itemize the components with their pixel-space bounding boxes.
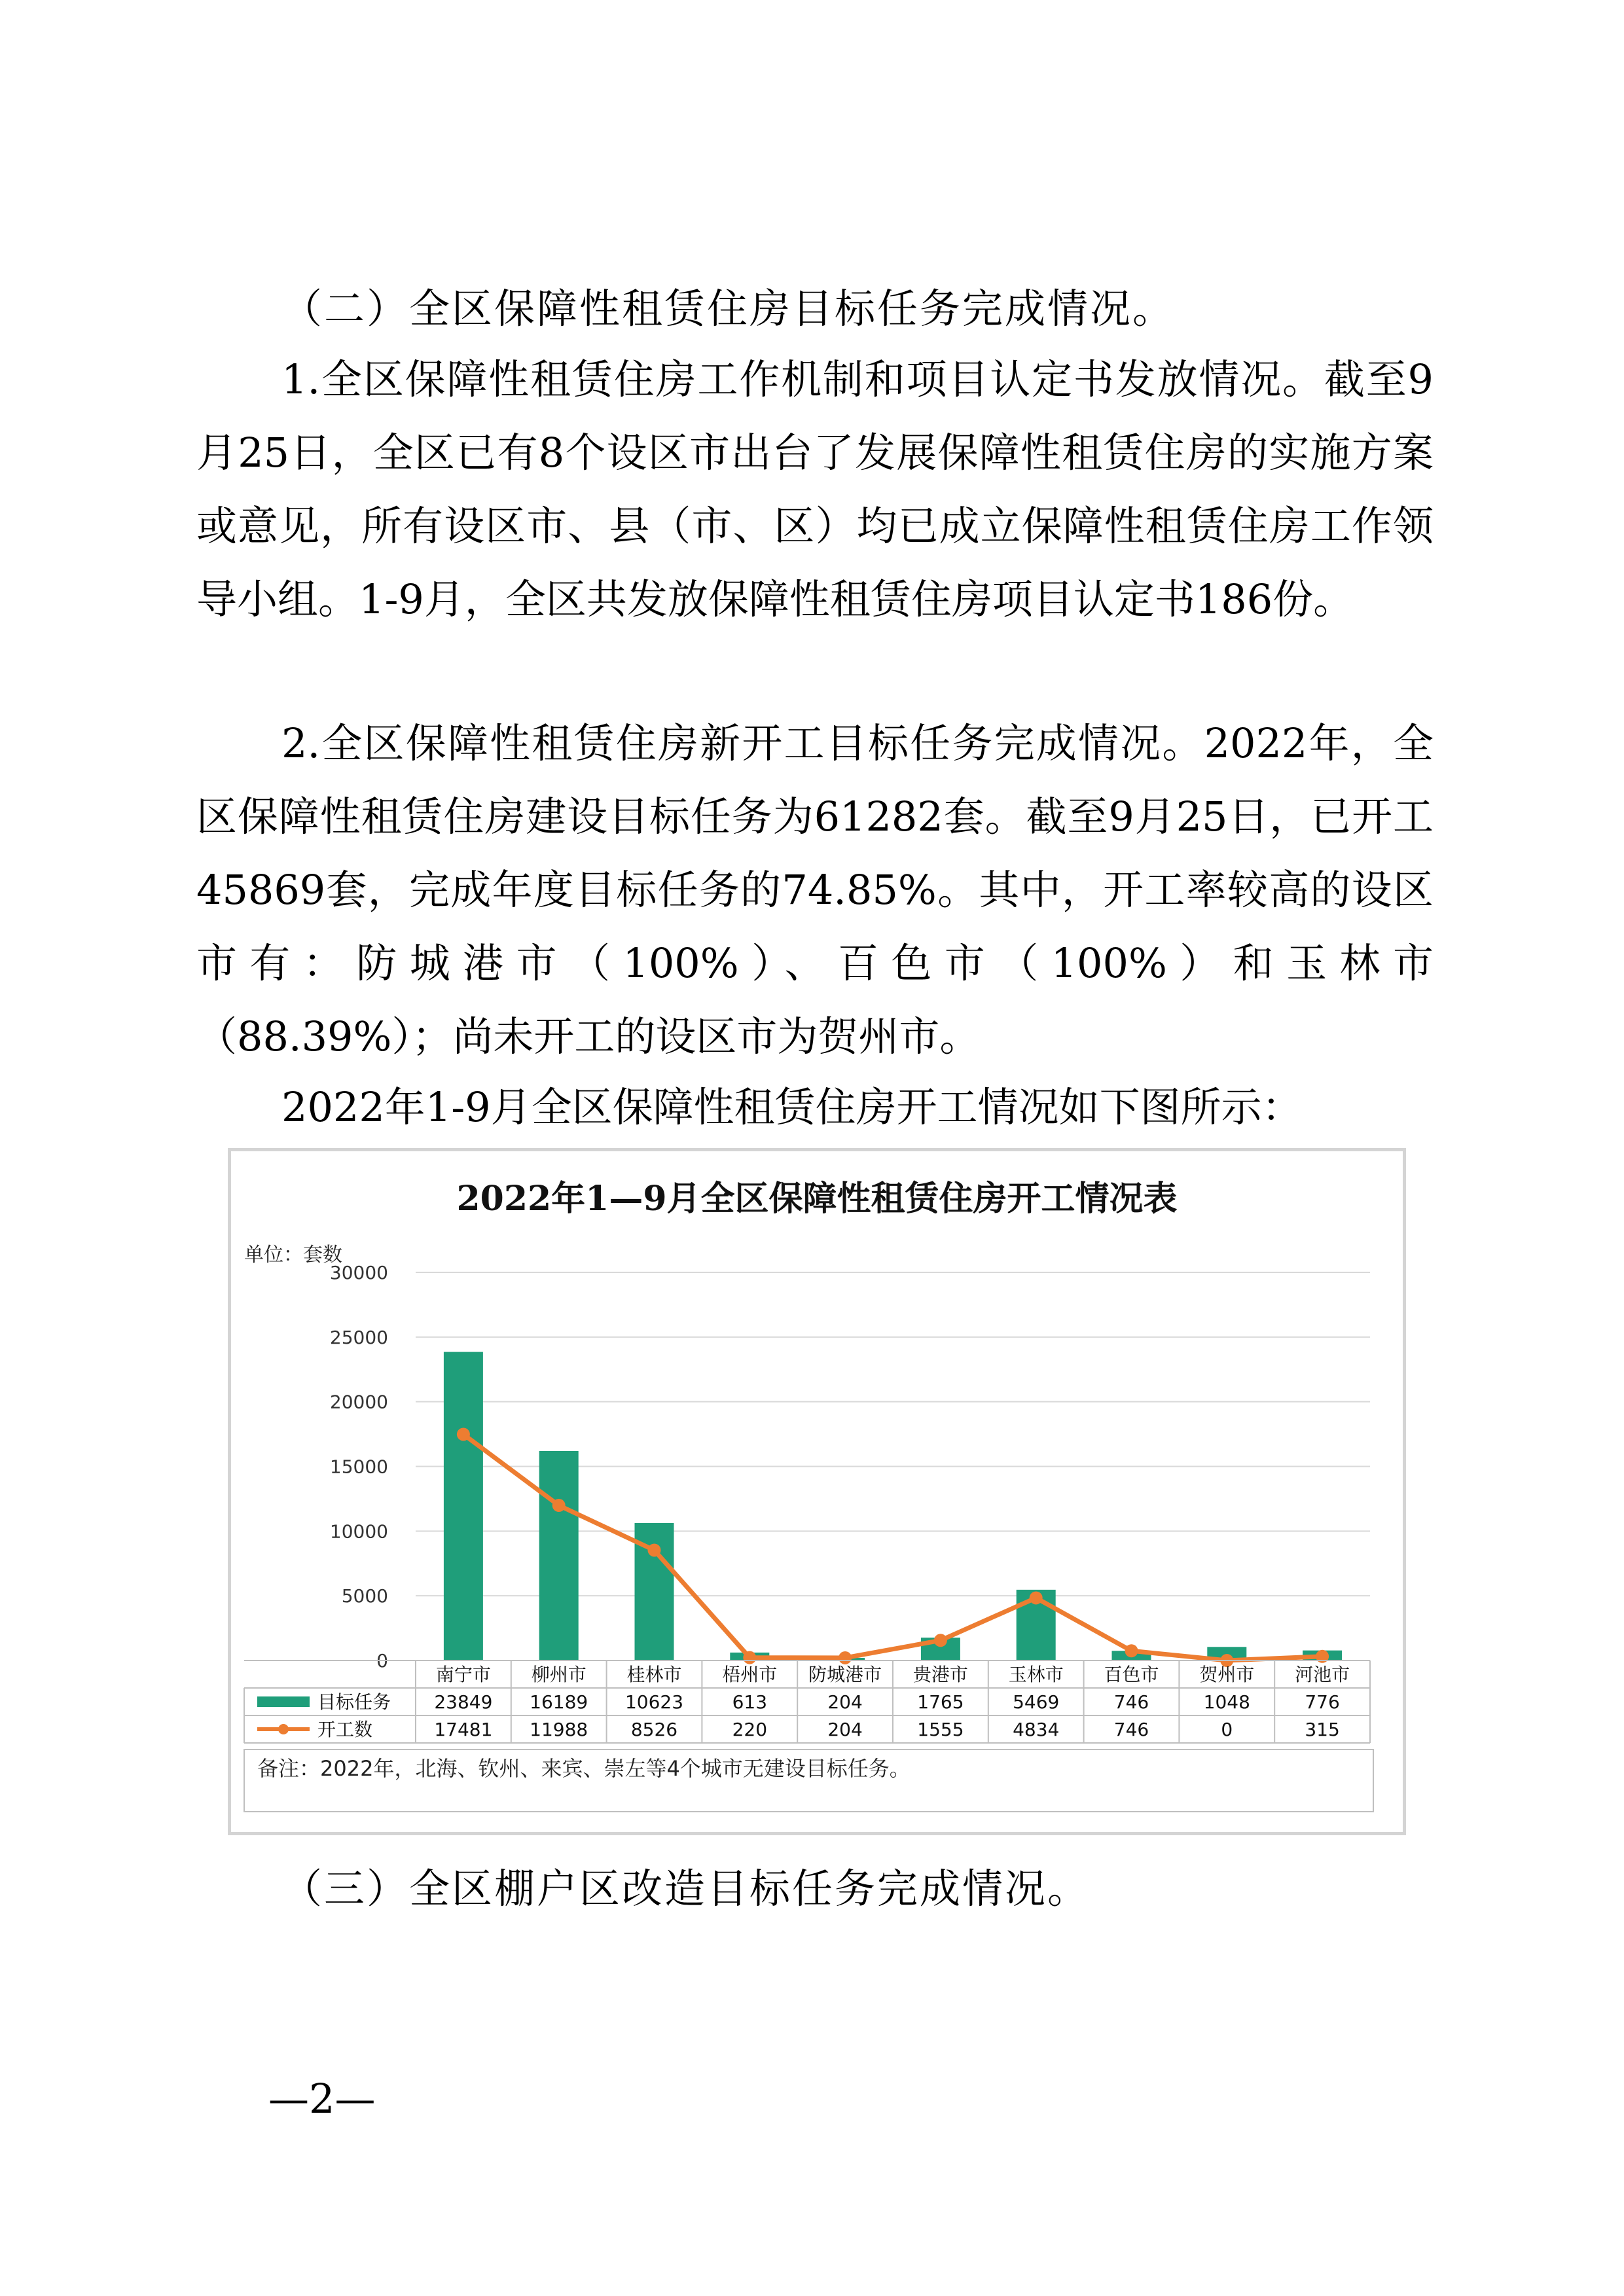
table-value-started: 315 [1305, 1719, 1340, 1740]
legend-key-target [257, 1696, 310, 1707]
table-value-target: 10623 [624, 1691, 684, 1713]
chart [231, 1151, 1403, 1832]
table-value-target: 5469 [1013, 1691, 1060, 1713]
y-tick-label: 5000 [341, 1585, 388, 1607]
x-category-label: 贵港市 [912, 1664, 968, 1685]
table-value-started: 220 [732, 1719, 768, 1740]
x-category-label: 百色市 [1104, 1664, 1159, 1685]
y-tick-label: 10000 [329, 1520, 388, 1543]
line-point [743, 1651, 756, 1664]
line-point [457, 1427, 470, 1441]
table-value-target: 776 [1305, 1691, 1340, 1713]
table-value-started: 8526 [630, 1719, 678, 1740]
table-value-started: 11988 [530, 1719, 588, 1740]
line-point [934, 1634, 947, 1647]
y-tick-label: 15000 [329, 1456, 388, 1478]
table-value-target: 16189 [530, 1691, 588, 1713]
y-tick-label: 30000 [329, 1262, 388, 1283]
table-value-target: 1765 [917, 1691, 964, 1713]
line-point [839, 1651, 852, 1664]
table-value-started: 1555 [917, 1719, 964, 1740]
x-category-label: 梧州市 [722, 1664, 778, 1685]
table-value-started: 4834 [1013, 1719, 1060, 1740]
chart-note: 备注：2022年，北海、钦州、来宾、崇左等4个城市无建设目标任务。 [257, 1756, 911, 1781]
series-line [463, 1434, 1322, 1660]
x-category-label: 桂林市 [626, 1664, 682, 1685]
y-tick-label: 0 [376, 1650, 388, 1672]
section2-heading: （二）全区保障性租赁住房目标任务完成情况。 [281, 285, 1176, 332]
x-category-label: 南宁市 [435, 1664, 491, 1685]
table-value-started: 746 [1113, 1719, 1149, 1740]
table-value-target: 23849 [434, 1691, 493, 1713]
x-category-label: 河池市 [1295, 1664, 1350, 1685]
paragraph-1: 1.全区保障性租赁住房工作机制和项目认定书发放情况。截至9月25日，全区已有8个设区市出台了发展保障性租赁住房的实施方案或意见，所有设区市、县（市、区）均已成立保障性租赁住房工作领导小组。1-9月，全区共发放保障性租赁住房项目认定书186份。 [196, 355, 1434, 623]
table-value-target: 1048 [1203, 1691, 1250, 1713]
chart-frame [228, 1148, 1406, 1835]
page-number: —2— [268, 2075, 376, 2123]
chart-unit-label: 单位：套数 [244, 1244, 342, 1266]
line-point [1030, 1591, 1043, 1604]
y-tick-label: 25000 [329, 1326, 388, 1348]
bar [539, 1451, 579, 1660]
paragraph-2: 2.全区保障性租赁住房新开工目标任务完成情况。2022年，全区保障性租赁住房建设目标任务为61282套。截至9月25日，已开工45869套，完成年度目标任务的74.85%。其中，开工率较高的设区市有：防城港市（100%）、百色市（100%）和玉林市（88.39%）；尚未开工的设区市为贺州市。 [196, 719, 1434, 1060]
x-category-label: 玉林市 [1008, 1664, 1064, 1685]
x-category-label: 贺州市 [1199, 1664, 1255, 1685]
line-point [552, 1499, 566, 1512]
paragraph-3: 2022年1-9月全区保障性租赁住房开工情况如下图所示： [281, 1083, 1303, 1131]
bar [444, 1352, 483, 1660]
table-value-started: 17481 [434, 1719, 493, 1740]
table-value-started: 204 [827, 1719, 863, 1740]
table-value-target: 204 [827, 1691, 863, 1713]
chart-title: 2022年1—9月全区保障性租赁住房开工情况表 [456, 1179, 1178, 1219]
line-point [1125, 1644, 1138, 1657]
section3-heading: （三）全区棚户区改造目标任务完成情况。 [281, 1865, 1091, 1912]
legend-label-started: 开工数 [317, 1719, 373, 1740]
table-value-target: 746 [1113, 1691, 1149, 1713]
line-point [648, 1543, 661, 1556]
table-value-started: 0 [1221, 1719, 1233, 1740]
legend-key-started-marker [278, 1724, 289, 1734]
x-category-label: 防城港市 [808, 1664, 882, 1685]
table-value-target: 613 [732, 1691, 768, 1713]
legend-label-target: 目标任务 [317, 1691, 391, 1713]
y-tick-label: 20000 [329, 1391, 388, 1413]
x-category-label: 柳州市 [531, 1664, 586, 1685]
